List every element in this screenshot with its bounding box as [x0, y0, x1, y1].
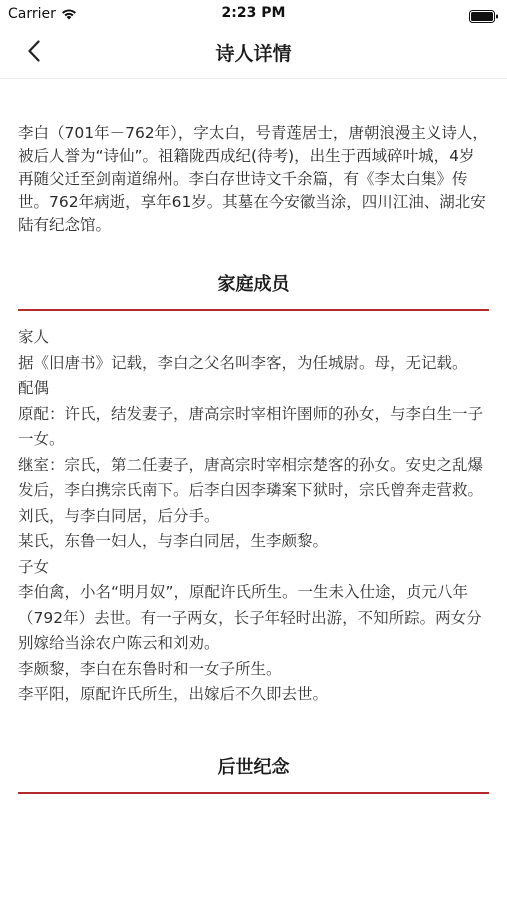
family-line: 继室：宗氏，第二任妻子，唐高宗时宰相宗楚客的孙女。安史之乱爆发后，李白携宗氏南下。后李白因李璘案下狱时，宗氏曾奔走营救。: [18, 455, 484, 499]
family-line: 某氏，东鲁一妇人，与李白同居，生李颇黎。: [18, 532, 329, 550]
detail-content[interactable]: [0, 79, 507, 794]
section-divider: [18, 792, 489, 794]
family-line: 李平阳，原配许氏所生，出嫁后不久即去世。: [18, 685, 329, 703]
page-title: 诗人详情: [215, 43, 292, 65]
section-divider: [18, 309, 489, 311]
status-time: 2:23 PM: [221, 5, 286, 21]
family-line: 李颇黎，李白在东鲁时和一女子所生。: [18, 659, 282, 678]
section-family: [18, 271, 489, 708]
family-line: 原配：许氏，结发妻子，唐高宗时宰相许圉师的孙女，与李白生一子一女。: [18, 404, 484, 448]
family-line: 刘氏，与李白同居，后分手。: [18, 506, 220, 525]
family-line: 子女: [18, 557, 50, 576]
family-line: 李伯禽，小名“明月奴”，原配许氏所生。一生未入仕途，贞元八年（792年）去世。有一子两女，长子年轻时出游，不知所踪。两女分别嫁给当涂农户陈云和刘劝。: [18, 583, 482, 652]
status-bar: [0, 0, 507, 28]
section-title-memorial: 后世纪念: [217, 756, 290, 778]
poet-intro: 李白（701年－762年），字太白，号青莲居士，唐朝浪漫主义诗人，被后人誉为“诗仙”。祖籍陇西成纪(待考)，出生于西域碎叶城，4岁再随父迁至剑南道绵州。李白存世诗文千余篇，有《李太白集》传世。762年病逝，享年61岁。其墓在今安徽当涂，四川江油、湖北安陆有纪念馆。: [18, 124, 488, 234]
family-line: 配偶: [18, 379, 50, 397]
family-line: 据《旧唐书》记载，李白之父名叫李客，为任城尉。母，无记载。: [18, 353, 468, 372]
carrier-label: Carrier: [8, 6, 56, 22]
navigation-bar: [0, 28, 507, 79]
family-line: 家人: [18, 328, 50, 346]
section-body-family: [18, 325, 489, 708]
battery-icon: [469, 8, 499, 21]
section-title-family: 家庭成员: [217, 274, 290, 295]
section-memorial: [18, 754, 489, 794]
